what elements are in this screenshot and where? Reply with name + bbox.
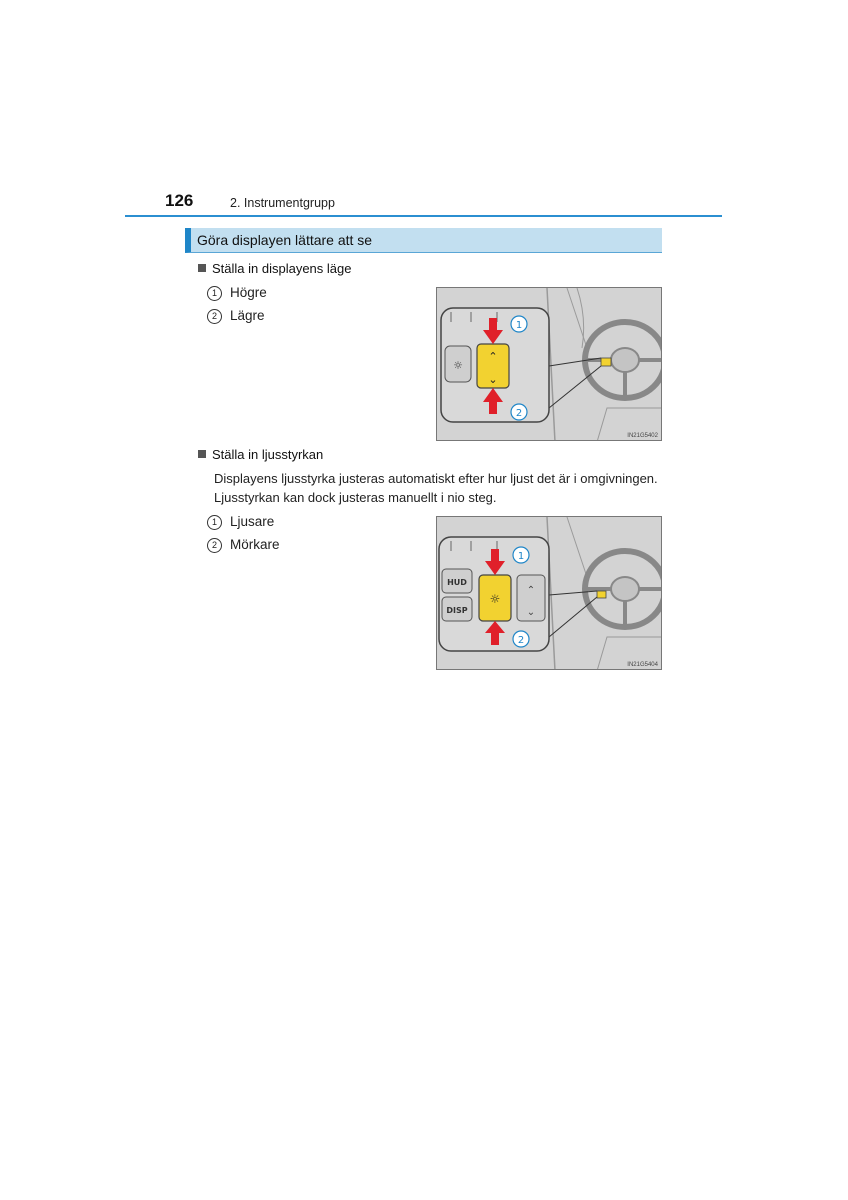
figure-code: IN21G5404 <box>627 662 658 668</box>
list-item <box>207 308 265 324</box>
brightness-icon: ☼ <box>453 359 463 372</box>
square-bullet-icon <box>198 264 206 272</box>
callout-1: 1 <box>515 320 523 331</box>
circled-number-icon: 2 <box>207 538 222 553</box>
chapter-title: 2. Instrumentgrupp <box>230 196 335 210</box>
page-number: 126 <box>165 191 194 210</box>
disp-label: DISP <box>446 606 468 615</box>
position-heading <box>198 261 351 276</box>
square-bullet-icon <box>198 450 206 458</box>
up-arrow-icon: ⌃ <box>526 585 536 596</box>
list-item <box>207 537 280 553</box>
circled-number-icon: 1 <box>207 515 222 530</box>
figure-brightness <box>436 516 662 670</box>
brightness-icon: ☼ <box>489 592 501 606</box>
down-arrow-icon: ⌄ <box>488 373 498 386</box>
callout-2: 2 <box>515 408 523 419</box>
list-item-label: Mörkare <box>230 537 280 552</box>
brightness-heading-text: Ställa in ljusstyrkan <box>212 447 324 462</box>
circled-number-icon: 2 <box>207 309 222 324</box>
brightness-text-line: Ljusstyrkan kan dock justeras manuellt i nio steg. <box>214 490 497 505</box>
up-arrow-icon: ⌃ <box>488 350 498 363</box>
list-item-label: Ljusare <box>230 514 275 529</box>
circled-number-icon: 1 <box>207 286 222 301</box>
header-rule <box>125 215 722 217</box>
list-item <box>207 514 274 530</box>
callout-1: 1 <box>517 551 525 562</box>
brightness-text-line: Displayens ljusstyrka justeras automatiskt efter hur ljust det är i omgivningen. <box>214 471 658 486</box>
list-item <box>207 285 267 301</box>
list-item-label: Högre <box>230 285 267 300</box>
brightness-heading <box>198 447 323 462</box>
figure-code: IN21G5402 <box>627 433 658 439</box>
section-title: Göra displayen lättare att se <box>197 232 373 248</box>
section-header <box>185 228 662 253</box>
down-arrow-icon: ⌄ <box>526 607 536 618</box>
position-heading-text: Ställa in displayens läge <box>212 261 352 276</box>
hud-label: HUD <box>447 578 467 587</box>
list-item-label: Lägre <box>230 308 265 323</box>
figure-display-position <box>436 287 662 441</box>
callout-2: 2 <box>517 635 525 646</box>
